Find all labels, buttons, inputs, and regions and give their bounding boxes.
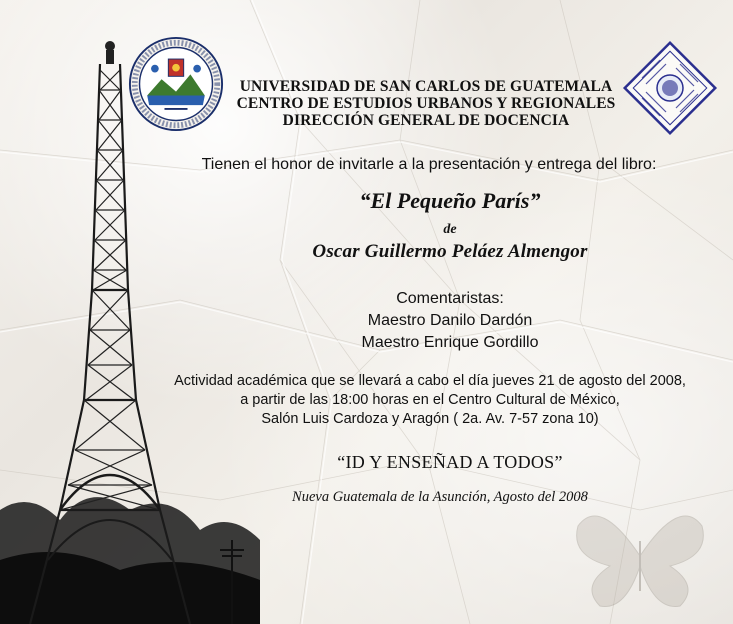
- event-date-line: Actividad académica que se llevará a cabo el día jueves 21 de agosto del 2008,: [174, 373, 686, 389]
- university-name: UNIVERSIDAD DE SAN CARLOS DE GUATEMALA: [239, 78, 613, 95]
- ceur-logo: [620, 38, 720, 138]
- event-details: [140, 372, 720, 429]
- center-name: CENTRO DE ESTUDIOS URBANOS Y REGIONALES: [236, 95, 616, 112]
- place-date: Nueva Guatemala de la Asunción, Agosto del 2008: [292, 489, 588, 505]
- commentator-2: Maestro Enrique Gordillo: [361, 334, 539, 351]
- event-time-line: a partir de las 18:00 horas en el Centro Cultural de México,: [240, 392, 620, 408]
- usac-seal: [128, 36, 224, 132]
- university-motto: “ID Y ENSEÑAD A TODOS”: [337, 452, 563, 472]
- book-connector: de: [443, 222, 457, 237]
- commentators-heading: Comentaristas:: [396, 290, 504, 307]
- event-venue-line: Salón Luis Cardoza y Aragón ( 2a. Av. 7-57 zona 10): [261, 411, 599, 427]
- invitation-text: Tienen el honor de invitarle a la presentación y entrega del libro:: [201, 156, 657, 173]
- commentator-1: Maestro Danilo Dardón: [367, 312, 533, 329]
- book-author: Oscar Guillermo Peláez Almengor: [312, 241, 588, 262]
- book-title: “El Pequeño París”: [359, 188, 541, 213]
- institution-header: [228, 78, 624, 129]
- directorate-name: DIRECCIÓN GENERAL DE DOCENCIA: [282, 112, 570, 129]
- commentators-block: [300, 288, 600, 354]
